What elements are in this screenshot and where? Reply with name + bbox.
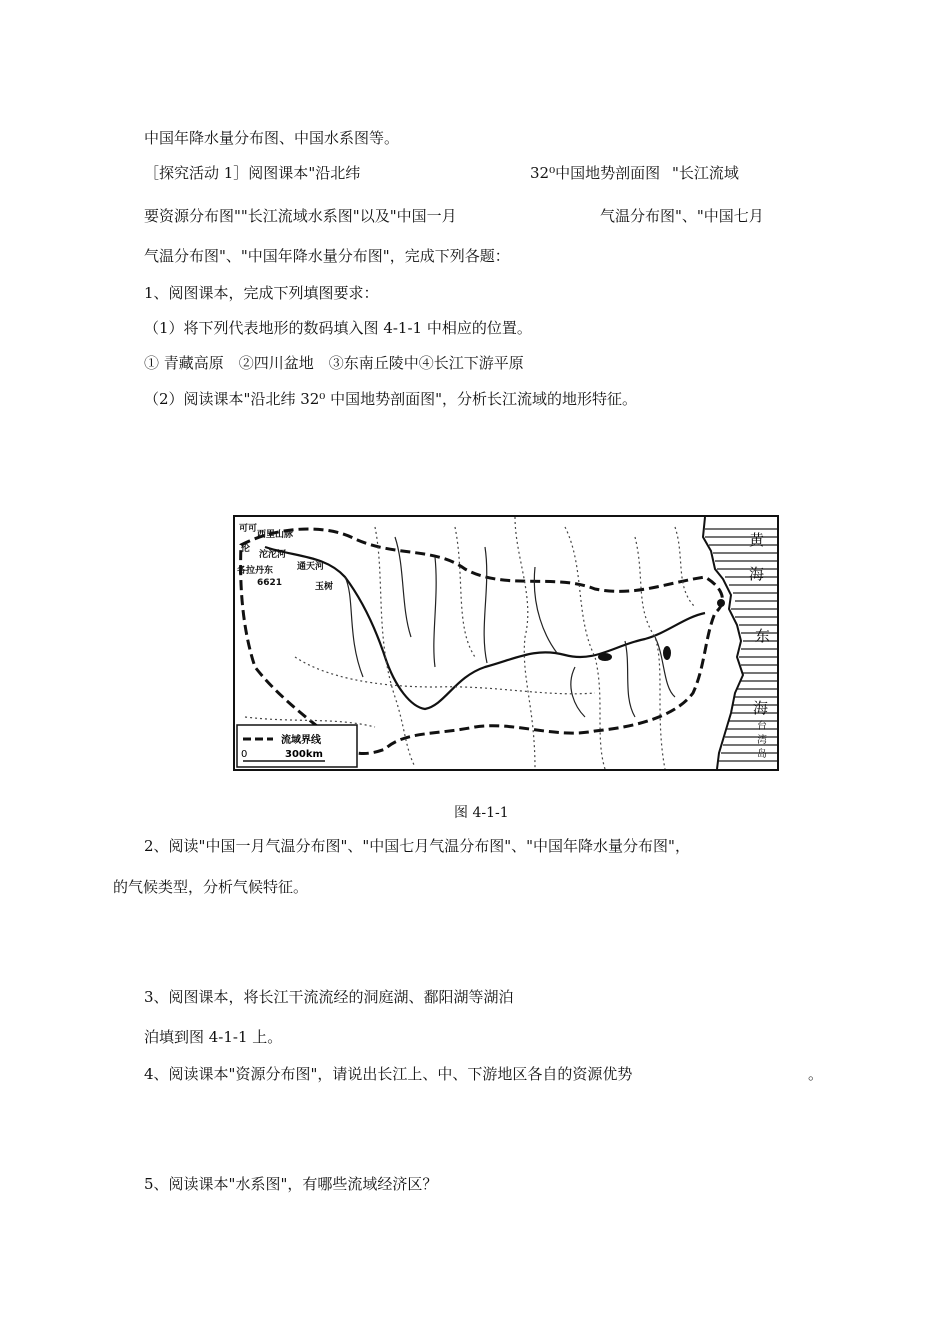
label-yellow-sea-1: 黄 — [749, 531, 765, 549]
label-xili: 西里山脉 — [257, 530, 294, 540]
map-drawing — [235, 517, 777, 769]
text-line-11: 3、阅图课本，将长江干流流经的洞庭湖、鄱阳湖等湖泊 — [144, 988, 514, 1006]
label-east-sea-2: 海 — [753, 699, 769, 717]
city-dot-shanghai — [717, 599, 725, 607]
text-line-2b: 32⁰中国地势剖面图 — [530, 164, 661, 182]
tributaries — [345, 537, 675, 717]
scale-300: 300km — [285, 749, 323, 760]
text-line-4: 气温分布图"、"中国年降水量分布图"，完成下列各题： — [144, 247, 510, 265]
yangtze-main-river — [265, 547, 705, 709]
scale-zero: 0 — [241, 749, 248, 760]
label-peak: 6621 — [257, 578, 283, 588]
label-tuotuo: 沱沱河 — [259, 550, 287, 560]
yangtze-basin-map — [233, 515, 779, 771]
label-kekexili: 可可 — [239, 524, 258, 534]
text-line-8: （2）阅读课本"沿北纬 32⁰ 中国地势剖面图"，分析长江流域的地形特征。 — [144, 390, 637, 408]
text-line-3b: 气温分布图"、"中国七月 — [600, 207, 764, 225]
coastline — [703, 517, 743, 769]
label-geladandong: 各拉丹东 — [237, 566, 274, 576]
text-line-7: ① 青藏高原 ②四川盆地 ③东南丘陵中④长江下游平原 — [144, 354, 524, 372]
text-line-10: 的气候类型，分析气候特征。 — [113, 878, 309, 896]
text-line-12: 泊填到图 4-1-1 上。 — [144, 1028, 283, 1046]
text-line-6: （1）将下列代表地形的数码填入图 4-1-1 中相应的位置。 — [144, 319, 532, 337]
label-taiwan-2: 湾 — [757, 735, 767, 746]
legend-boundary-label: 流域界线 — [281, 735, 321, 746]
text-line-13: 4、阅读课本"资源分布图"，请说出长江上、中、下游地区各自的资源优势 — [144, 1065, 633, 1083]
text-line-2c: "长江流域 — [672, 164, 739, 182]
label-tongtian: 通天河 — [297, 562, 325, 572]
text-line-2a: ［探究活动 1］阅图课本"沿北纬 — [144, 164, 361, 182]
label-east-sea-1: 东 — [755, 627, 771, 645]
text-line-3a: 要资源分布图""长江流域水系图"以及"中国一月 — [144, 207, 457, 225]
text-line-13-end: 。 — [808, 1065, 824, 1083]
label-taiwan-3: 岛 — [757, 749, 767, 760]
text-line-5: 1、阅图课本，完成下列填图要求： — [144, 284, 379, 302]
text-line-9: 2、阅读"中国一月气温分布图"、"中国七月气温分布图"、"中国年降水量分布图"， — [144, 837, 690, 855]
figure-caption: 图 4-1-1 — [454, 805, 509, 821]
label-kunlun: 伦 — [241, 544, 251, 554]
label-yushu: 玉树 — [315, 582, 334, 592]
label-taiwan-1: 台 — [757, 721, 767, 732]
lake-dongting — [598, 653, 612, 661]
text-line-1: 中国年降水量分布图、中国水系图等。 — [144, 129, 400, 147]
label-yellow-sea-2: 海 — [749, 565, 765, 583]
lake-poyang — [663, 646, 671, 660]
text-line-14: 5、阅读课本"水系图"，有哪些流域经济区？ — [144, 1175, 438, 1193]
map-legend — [237, 725, 357, 767]
